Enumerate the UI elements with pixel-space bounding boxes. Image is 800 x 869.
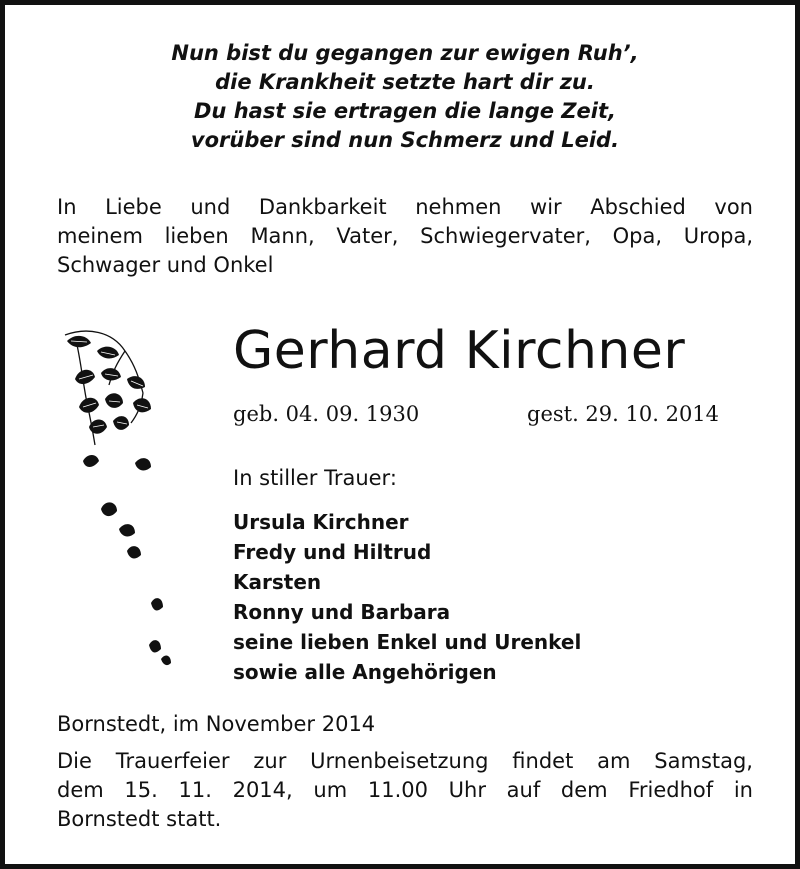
list-item: Ronny und Barbara bbox=[233, 600, 451, 624]
intro-line: meinem lieben Mann, Vater, Schwiegervater, Opa, Uropa, bbox=[57, 224, 753, 248]
list-item: Fredy und Hiltrud bbox=[233, 540, 432, 564]
funeral-announcement bbox=[57, 747, 753, 834]
list-item: Ursula Kirchner bbox=[233, 510, 409, 534]
poem-line: Du hast sie ertragen die lange Zeit, bbox=[194, 99, 616, 123]
list-item: Karsten bbox=[233, 570, 322, 594]
death-date: gest. 29. 10. 2014 bbox=[527, 402, 720, 426]
poem-line: vorüber sind nun Schmerz und Leid. bbox=[190, 128, 620, 152]
poem-line: Nun bist du gegangen zur ewigen Ruh’, bbox=[171, 41, 639, 65]
mourning-label: In stiller Trauer: bbox=[233, 466, 397, 490]
place-and-date: Bornstedt, im November 2014 bbox=[57, 712, 376, 736]
ceremony-line: dem 15. 11. 2014, um 11.00 Uhr auf dem Friedhof in bbox=[57, 778, 753, 802]
birth-date: geb. 04. 09. 1930 bbox=[233, 402, 420, 426]
memorial-poem bbox=[65, 39, 745, 155]
list-item: sowie alle Angehörigen bbox=[233, 660, 497, 684]
ceremony-line: Bornstedt statt. bbox=[57, 807, 222, 831]
deceased-name: Gerhard Kirchner bbox=[233, 321, 686, 381]
ceremony-line: Die Trauerfeier zur Urnenbeisetzung findet am Samstag, bbox=[57, 749, 753, 773]
mourner-list bbox=[233, 507, 581, 687]
intro-line: In Liebe und Dankbarkeit nehmen wir Abschied von bbox=[57, 195, 753, 219]
list-item: seine lieben Enkel und Urenkel bbox=[233, 630, 582, 654]
farewell-intro bbox=[57, 193, 753, 280]
poem-line: die Krankheit setzte hart dir zu. bbox=[215, 70, 595, 94]
intro-line: Schwager und Onkel bbox=[57, 253, 274, 277]
falling-leaves-icon bbox=[57, 323, 197, 673]
